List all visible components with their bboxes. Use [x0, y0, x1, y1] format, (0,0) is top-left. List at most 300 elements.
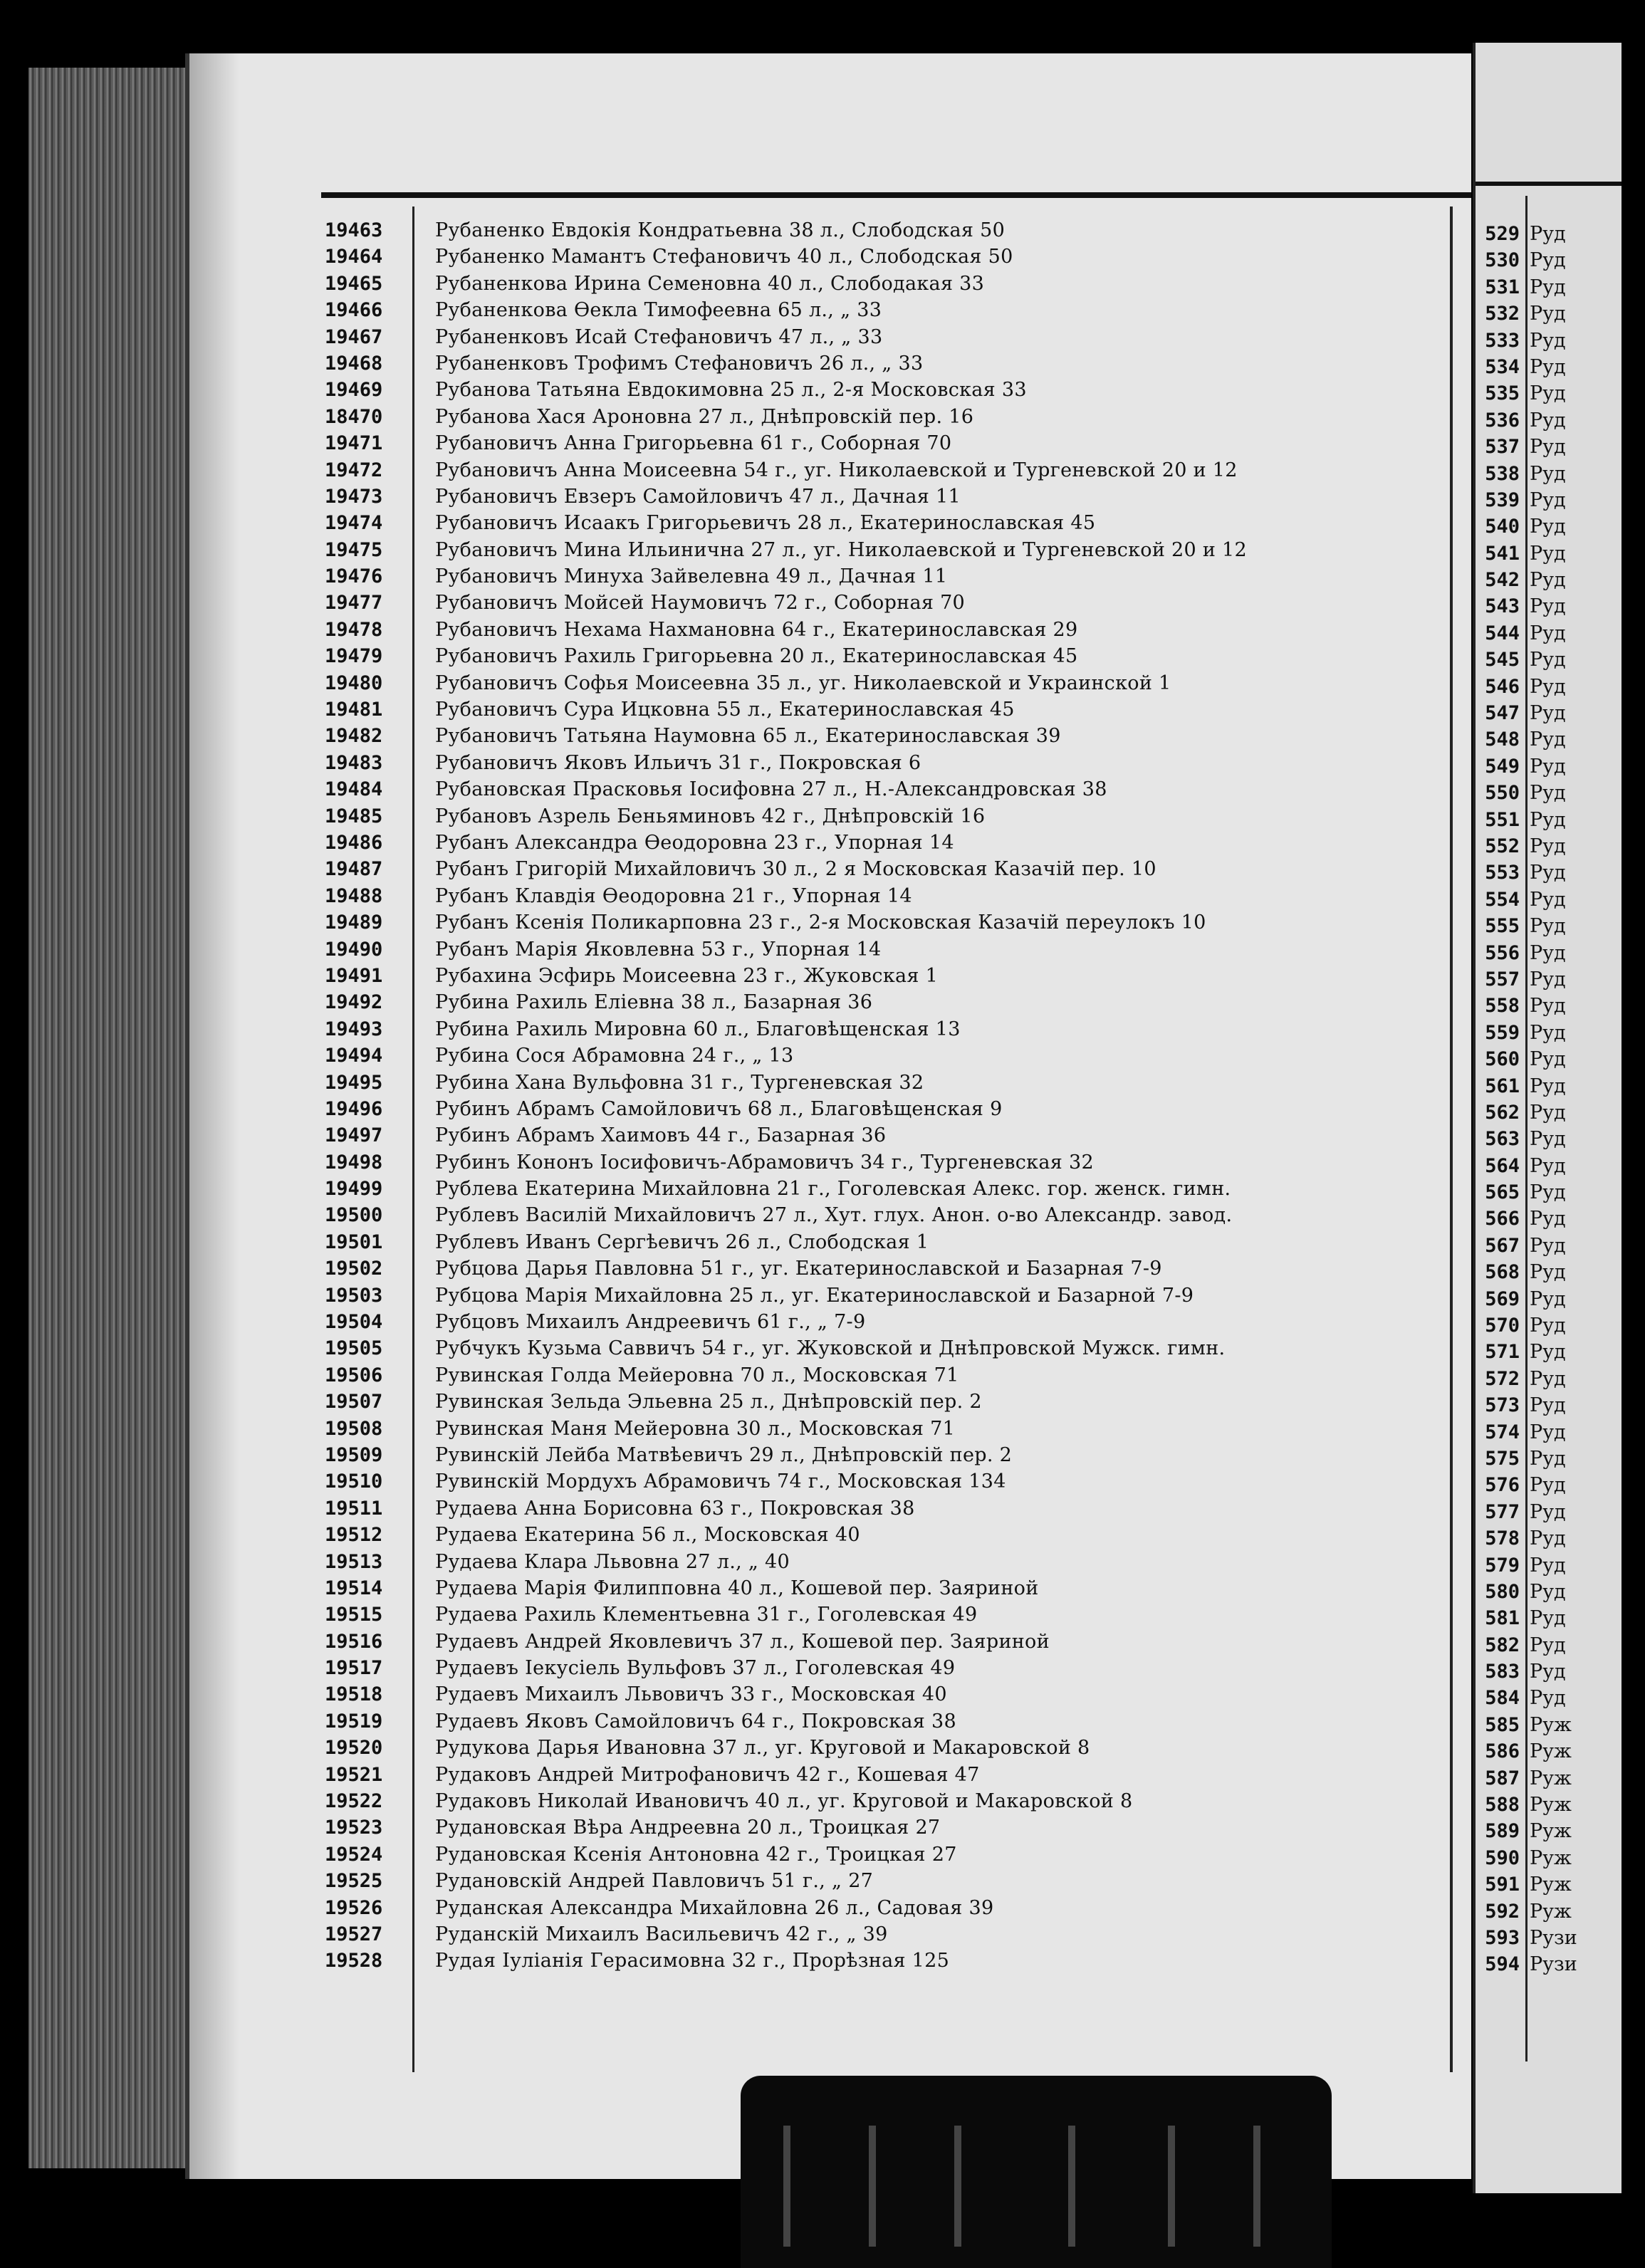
entry-text: Рувинская Голда Мейеровна 70 л., Московская 71 — [435, 1364, 959, 1386]
next-page-entry-text: Руд — [1530, 569, 1566, 592]
next-page-entry — [1476, 940, 1622, 966]
entry-number: 19488 — [325, 884, 383, 907]
entry-text: Рубанова Татьяна Евдокимовна 25 л., 2-я Московская 33 — [435, 379, 1027, 402]
next-page-entry-text: Руд — [1530, 1181, 1566, 1204]
next-page-entry-text: Руд — [1530, 1634, 1566, 1656]
next-page-entry-text: Руд — [1530, 1661, 1566, 1683]
entry-number: 19507 — [325, 1391, 383, 1413]
top-rule — [321, 192, 1471, 198]
directory-entry — [189, 1681, 1464, 1708]
entry-number: 19483 — [325, 751, 383, 774]
entry-number: 19518 — [325, 1683, 383, 1706]
entry-number: 19464 — [325, 246, 383, 268]
next-page-entry-text: Руд — [1530, 329, 1566, 352]
entry-text: Рудановскій Андрей Павловичъ 51 г., „ 27 — [435, 1870, 874, 1893]
entry-number: 19500 — [325, 1204, 383, 1227]
next-page-entry-number: 590 — [1485, 1846, 1520, 1869]
next-page-entry-number: 535 — [1485, 382, 1520, 405]
entry-text: Рудаевъ Яковъ Самойловичъ 64 г., Покровская 38 — [435, 1710, 956, 1733]
next-page-entry-text: Руд — [1530, 462, 1566, 485]
entry-number: 19484 — [325, 778, 383, 801]
next-page-entry-text: Руд — [1530, 941, 1566, 964]
entry-number: 19482 — [325, 725, 383, 748]
entry-text: Рудаева Рахиль Клементьевна 31 г., Гоголевская 49 — [435, 1604, 978, 1626]
directory-entry — [189, 430, 1464, 456]
directory-entry — [189, 1335, 1464, 1362]
entry-text: Руданскій Михаилъ Васильевичъ 42 г., „ 39 — [435, 1923, 888, 1945]
next-page-entry — [1476, 1605, 1622, 1631]
next-page-entry-number: 564 — [1485, 1154, 1520, 1177]
directory-entry — [189, 1868, 1464, 1894]
next-page-entry-number: 545 — [1485, 649, 1520, 671]
entry-number: 19514 — [325, 1577, 383, 1599]
entry-number: 19506 — [325, 1364, 383, 1386]
directory-entry — [189, 537, 1464, 563]
next-page-entry-text: Руд — [1530, 223, 1566, 245]
entry-number: 19493 — [325, 1018, 383, 1040]
next-page-entry — [1476, 1446, 1622, 1472]
entry-text: Рубановичъ Минуха Зайвелевна 49 л., Дачная 11 — [435, 565, 948, 588]
next-page-entry — [1476, 1818, 1622, 1844]
next-page-entry — [1476, 380, 1622, 407]
next-page-entry-number: 572 — [1485, 1367, 1520, 1390]
entry-number: 19519 — [325, 1710, 383, 1733]
next-page-entry-number: 581 — [1485, 1607, 1520, 1630]
next-page-entry-text: Руд — [1530, 649, 1566, 671]
next-page-entry-number: 553 — [1485, 862, 1520, 884]
directory-entry — [189, 1416, 1464, 1442]
entry-text: Рубина Рахиль Мировна 60 л., Благовѣщенская 13 — [435, 1018, 961, 1040]
next-page-entry — [1476, 780, 1622, 806]
entry-number: 19524 — [325, 1843, 383, 1866]
entry-number: 19490 — [325, 938, 383, 961]
next-page-entry-text: Руд — [1530, 488, 1566, 511]
directory-entry — [189, 936, 1464, 963]
entry-number: 19486 — [325, 831, 383, 854]
next-page-entry-number: 541 — [1485, 542, 1520, 565]
next-page-entry-number: 532 — [1485, 303, 1520, 325]
next-page-entry-number: 585 — [1485, 1713, 1520, 1736]
entry-number: 19522 — [325, 1790, 383, 1813]
next-page-entry-number: 546 — [1485, 675, 1520, 698]
directory-entry — [189, 1309, 1464, 1335]
entry-number: 19527 — [325, 1923, 383, 1945]
entry-text: Рудаева Марія Филипповна 40 л., Кошевой пер. Заяриной — [435, 1577, 1039, 1599]
next-page-entry — [1476, 1632, 1622, 1658]
next-page-entry-number: 571 — [1485, 1341, 1520, 1364]
entry-number: 19489 — [325, 911, 383, 934]
entry-text: Рудаева Клара Львовна 27 л., „ 40 — [435, 1550, 790, 1573]
next-page-entry-text: Руд — [1530, 303, 1566, 325]
directory-entry — [189, 1921, 1464, 1948]
entry-number: 19515 — [325, 1604, 383, 1626]
book-edge — [28, 68, 192, 2168]
next-page-entry-text: Руж — [1530, 1713, 1572, 1736]
directory-entry — [189, 1814, 1464, 1841]
entry-number: 19528 — [325, 1950, 383, 1972]
next-page-entry — [1476, 540, 1622, 567]
directory-entry — [189, 1282, 1464, 1309]
entry-number: 19498 — [325, 1151, 383, 1174]
directory-entry — [189, 404, 1464, 430]
next-page-entry — [1476, 753, 1622, 780]
directory-entry — [189, 1522, 1464, 1548]
next-page-entry — [1476, 620, 1622, 647]
entry-number: 19466 — [325, 299, 383, 322]
directory-entry — [189, 1495, 1464, 1522]
next-page-entry — [1476, 1073, 1622, 1099]
next-page-entry-text: Руд — [1530, 1021, 1566, 1044]
next-page-entry — [1476, 1792, 1622, 1818]
entry-number: 19501 — [325, 1230, 383, 1253]
entry-number: 19504 — [325, 1311, 383, 1334]
directory-entry — [189, 1255, 1464, 1282]
next-page-entry — [1476, 1020, 1622, 1046]
directory-entry — [189, 324, 1464, 350]
next-page-entry-number: 593 — [1485, 1927, 1520, 1949]
next-page-entry — [1476, 674, 1622, 700]
next-page-entry-text: Руд — [1530, 1101, 1566, 1124]
entry-number: 19467 — [325, 325, 383, 348]
directory-entry — [189, 696, 1464, 723]
next-page-entry-text: Руд — [1530, 1367, 1566, 1390]
tab-mark — [1253, 2126, 1260, 2247]
next-page-entry-number: 594 — [1485, 1953, 1520, 1976]
next-page-entry — [1476, 1179, 1622, 1206]
entry-text: Рубчукъ Кузьма Саввичъ 54 г., уг. Жуковской и Днѣпровской Мужск. гимн. — [435, 1337, 1226, 1360]
next-page-entry-number: 583 — [1485, 1661, 1520, 1683]
next-page-entry-number: 586 — [1485, 1740, 1520, 1763]
next-page-entry-text: Руд — [1530, 1421, 1566, 1443]
next-page-entry — [1476, 407, 1622, 434]
next-page-entry — [1476, 1925, 1622, 1951]
next-page-entry-number: 587 — [1485, 1767, 1520, 1789]
next-page-entry-number: 555 — [1485, 915, 1520, 938]
directory-entry — [189, 643, 1464, 669]
directory-entry — [189, 776, 1464, 803]
entry-number: 19516 — [325, 1630, 383, 1653]
entry-text: Рудаковъ Андрей Митрофановичъ 42 г., Кошевая 47 — [435, 1763, 980, 1786]
next-page-entry — [1476, 1685, 1622, 1711]
entry-text: Рубановичъ Анна Григорьевна 61 г., Соборная 70 — [435, 432, 952, 455]
next-page-entry — [1476, 993, 1622, 1019]
directory-entry — [189, 510, 1464, 536]
entry-text: Рубанъ Марія Яковлевна 53 г., Упорная 14 — [435, 938, 882, 961]
next-page-entry — [1476, 434, 1622, 460]
next-page-entry — [1476, 567, 1622, 593]
directory-entry — [189, 1895, 1464, 1921]
next-page-entry-number: 575 — [1485, 1447, 1520, 1470]
directory-page — [185, 53, 1471, 2179]
entry-list — [189, 217, 1464, 1975]
next-page-entry-number: 568 — [1485, 1261, 1520, 1284]
next-page-entry — [1476, 726, 1622, 753]
next-page-entry — [1476, 513, 1622, 540]
directory-entry — [189, 563, 1464, 590]
next-page-entry-number: 544 — [1485, 622, 1520, 644]
next-page-top-rule — [1476, 182, 1622, 186]
entry-text: Рубцова Марія Михайловна 25 л., уг. Екатеринославской и Базарной 7-9 — [435, 1284, 1194, 1307]
next-page-entry-number: 574 — [1485, 1421, 1520, 1443]
entry-number: 19503 — [325, 1284, 383, 1307]
entry-number: 19477 — [325, 592, 383, 615]
entry-text: Рубинъ Абрамъ Самойловичъ 68 л., Благовѣщенская 9 — [435, 1097, 1003, 1120]
entry-number: 19474 — [325, 512, 383, 535]
directory-entry — [189, 1070, 1464, 1096]
next-page-entry — [1476, 1738, 1622, 1765]
next-page-entry-text: Руд — [1530, 1474, 1566, 1497]
directory-entry — [189, 484, 1464, 510]
entry-text: Рудаева Екатерина 56 л., Московская 40 — [435, 1524, 860, 1547]
entry-number: 19480 — [325, 671, 383, 694]
entry-text: Рубановичъ Сура Ицковна 55 л., Екатеринославская 45 — [435, 699, 1015, 721]
entry-number: 19465 — [325, 272, 383, 295]
next-page-entry-number: 588 — [1485, 1794, 1520, 1817]
entry-text: Рубаненкова Ѳекла Тимофеевна 65 л., „ 33 — [435, 299, 882, 322]
entry-number: 19495 — [325, 1071, 383, 1094]
directory-entry — [189, 617, 1464, 643]
entry-text: Рубанова Хася Ароновна 27 л., Днѣпровскій пер. 16 — [435, 405, 974, 428]
next-page-entry-number: 569 — [1485, 1287, 1520, 1310]
next-page-entry — [1476, 647, 1622, 673]
entry-text: Рубановъ Азрель Беньяминовъ 42 г., Днѣпровскій 16 — [435, 805, 986, 827]
entry-text: Рубцовъ Михаилъ Андреевичъ 61 г., „ 7-9 — [435, 1311, 866, 1334]
next-page-entry-number: 550 — [1485, 782, 1520, 805]
next-page-entry-text: Руд — [1530, 1287, 1566, 1310]
next-page-entry-text: Руд — [1530, 409, 1566, 432]
directory-entry — [189, 1655, 1464, 1681]
next-page-entry-number: 542 — [1485, 569, 1520, 592]
next-page-entry-number: 589 — [1485, 1820, 1520, 1843]
directory-entry — [189, 1549, 1464, 1575]
entry-text: Рублевъ Иванъ Сергѣевичъ 26 л., Слободская 1 — [435, 1230, 929, 1253]
directory-entry — [189, 1788, 1464, 1814]
directory-entry — [189, 883, 1464, 909]
entry-text: Рубановичъ Нехама Нахмановна 64 г., Екатеринославская 29 — [435, 618, 1078, 641]
index-tab-block — [741, 2076, 1332, 2268]
next-page-entry-text: Руд — [1530, 1048, 1566, 1071]
next-page-entry-text: Рузи — [1530, 1927, 1577, 1949]
entry-number: 19496 — [325, 1097, 383, 1120]
next-page-entry-number: 592 — [1485, 1900, 1520, 1923]
next-page-entry-number: 578 — [1485, 1527, 1520, 1550]
directory-entry — [189, 1389, 1464, 1415]
next-page-entry-number: 530 — [1485, 249, 1520, 272]
next-page-entry — [1476, 1871, 1622, 1898]
entry-number: 19485 — [325, 805, 383, 827]
next-page-entry-text: Руд — [1530, 915, 1566, 938]
next-page-entry — [1476, 1951, 1622, 1977]
next-page-entry-number: 591 — [1485, 1874, 1520, 1896]
next-page-entry — [1476, 487, 1622, 513]
next-page-entry-number: 533 — [1485, 329, 1520, 352]
next-page-entry-number: 554 — [1485, 888, 1520, 911]
next-page-entry-number: 557 — [1485, 968, 1520, 991]
next-page-entry-text: Руд — [1530, 728, 1566, 751]
next-page-entry-text: Руд — [1530, 276, 1566, 298]
next-page-entry — [1476, 833, 1622, 859]
next-page-entry-number: 573 — [1485, 1394, 1520, 1417]
entry-text: Рувинская Маня Мейеровна 30 л., Московская 71 — [435, 1417, 956, 1440]
directory-entry — [189, 1629, 1464, 1655]
next-page-entry-number: 552 — [1485, 835, 1520, 857]
next-page-entry-number: 551 — [1485, 808, 1520, 831]
next-page-entry — [1476, 1712, 1622, 1738]
next-page-entry — [1476, 966, 1622, 993]
directory-entry — [189, 1176, 1464, 1202]
directory-entry — [189, 830, 1464, 856]
next-page-entry — [1476, 1286, 1622, 1312]
entry-text: Рубаненко Евдокія Кондратьевна 38 л., Слободская 50 — [435, 219, 1006, 241]
directory-entry — [189, 457, 1464, 484]
entry-number: 19472 — [325, 459, 383, 481]
tab-mark — [869, 2126, 876, 2247]
next-page-entry — [1476, 1845, 1622, 1871]
directory-entry — [189, 1122, 1464, 1149]
entry-text: Рубина Сося Абрамовна 24 г., „ 13 — [435, 1045, 794, 1067]
next-page-entry-number: 563 — [1485, 1128, 1520, 1151]
next-page-entry-number: 537 — [1485, 436, 1520, 459]
entry-number: 19499 — [325, 1178, 383, 1201]
entry-text: Рубановичъ Мина Ильинична 27 л., уг. Николаевской и Тургеневской 20 и 12 — [435, 538, 1248, 561]
next-page-entry-text: Руд — [1530, 516, 1566, 538]
entry-text: Рудаевъ Андрей Яковлевичъ 37 л., Кошевой пер. Заяриной — [435, 1630, 1050, 1653]
entry-number: 19509 — [325, 1443, 383, 1466]
next-page-entry-text: Руд — [1530, 249, 1566, 272]
next-page-entry-number: 559 — [1485, 1021, 1520, 1044]
entry-number: 19526 — [325, 1896, 383, 1919]
directory-entry — [189, 244, 1464, 270]
next-page-entry-number: 566 — [1485, 1208, 1520, 1230]
next-page-entry — [1476, 859, 1622, 886]
next-page-entry — [1476, 1259, 1622, 1285]
next-page-entry — [1476, 1126, 1622, 1152]
directory-entry — [189, 1735, 1464, 1761]
next-page-entry-text: Руд — [1530, 1341, 1566, 1364]
entry-number: 19476 — [325, 565, 383, 588]
next-page-entry-number: 560 — [1485, 1048, 1520, 1071]
entry-number: 19494 — [325, 1045, 383, 1067]
next-page-entry-number: 539 — [1485, 488, 1520, 511]
next-page-entry-number: 529 — [1485, 223, 1520, 245]
next-page-entry-text: Руд — [1530, 1208, 1566, 1230]
next-page-entry — [1476, 1472, 1622, 1498]
next-page-entry-text: Руд — [1530, 1527, 1566, 1550]
entry-text: Рубаненко Мамантъ Стефановичъ 40 л., Слободская 50 — [435, 246, 1013, 268]
entry-number: 19523 — [325, 1817, 383, 1839]
next-page-entry — [1476, 461, 1622, 487]
directory-entry — [189, 217, 1464, 244]
entry-number: 19521 — [325, 1763, 383, 1786]
next-page-entry — [1476, 1898, 1622, 1925]
next-page-entry-number: 561 — [1485, 1075, 1520, 1097]
next-page-entry — [1476, 1552, 1622, 1579]
directory-entry — [189, 1762, 1464, 1788]
entry-number: 19478 — [325, 618, 383, 641]
next-page-entry-text: Руд — [1530, 1687, 1566, 1710]
entry-number: 19468 — [325, 352, 383, 375]
tab-mark — [783, 2126, 790, 2247]
directory-entry — [189, 750, 1464, 776]
next-page-entry-number: 576 — [1485, 1474, 1520, 1497]
entry-number: 19487 — [325, 858, 383, 881]
entry-text: Рубаненковъ Трофимъ Стефановичъ 26 л., „ 33 — [435, 352, 924, 375]
entry-number: 19510 — [325, 1470, 383, 1493]
directory-entry — [189, 856, 1464, 882]
directory-entry — [189, 377, 1464, 403]
entry-number: 18470 — [325, 405, 383, 428]
directory-entry — [189, 989, 1464, 1015]
next-page-entry — [1476, 1153, 1622, 1179]
directory-entry — [189, 1042, 1464, 1069]
next-page-entry-text: Руд — [1530, 808, 1566, 831]
next-page-entry — [1476, 913, 1622, 939]
entry-text: Рубинъ Кононъ Іосифовичъ-Абрамовичъ 34 г., Тургеневская 32 — [435, 1151, 1094, 1174]
next-page-entry — [1476, 301, 1622, 327]
directory-entry — [189, 271, 1464, 297]
tab-mark — [1068, 2126, 1075, 2247]
next-page-entry-text: Руд — [1530, 782, 1566, 805]
next-page-entry-text: Руж — [1530, 1846, 1572, 1869]
entry-text: Рубановичъ Татьяна Наумовна 65 л., Екатеринославская 39 — [435, 725, 1061, 748]
next-page-entry-text: Руд — [1530, 968, 1566, 991]
next-page-entry — [1476, 328, 1622, 354]
tab-mark — [954, 2126, 961, 2247]
entry-number: 19473 — [325, 485, 383, 508]
next-page-entry-number: 582 — [1485, 1634, 1520, 1656]
tab-mark — [1168, 2126, 1175, 2247]
next-page-entry-text: Руж — [1530, 1740, 1572, 1763]
next-page-entry-number: 565 — [1485, 1181, 1520, 1204]
next-page-entry-text: Руд — [1530, 1234, 1566, 1257]
entry-text: Рубановичъ Мойсей Наумовичъ 72 г., Соборная 70 — [435, 592, 966, 615]
entry-text: Рубановичъ Яковъ Ильичъ 31 г., Покровская 6 — [435, 751, 921, 774]
entry-number: 19520 — [325, 1737, 383, 1760]
next-page-entry-text: Руд — [1530, 1075, 1566, 1097]
next-page-entry-text: Руд — [1530, 1554, 1566, 1577]
directory-entry — [189, 1096, 1464, 1122]
entry-text: Рубанъ Александра Ѳеодоровна 23 г., Упорная 14 — [435, 831, 954, 854]
next-page-entry-text: Руд — [1530, 622, 1566, 644]
directory-entry — [189, 670, 1464, 696]
next-page-entry — [1476, 1579, 1622, 1605]
entry-number: 19469 — [325, 379, 383, 402]
next-page-entry-number: 579 — [1485, 1554, 1520, 1577]
entry-number: 19497 — [325, 1124, 383, 1147]
next-page-entry — [1476, 247, 1622, 273]
entry-text: Рубановичъ Евзеръ Самойловичъ 47 л., Дачная 11 — [435, 485, 961, 508]
next-page-entry-number: 584 — [1485, 1687, 1520, 1710]
next-page-entry-text: Руд — [1530, 1607, 1566, 1630]
entry-number: 19517 — [325, 1657, 383, 1680]
entry-text: Рудаевъ Іекусіель Вульфовъ 37 л., Гоголевская 49 — [435, 1657, 956, 1680]
entry-text: Рубановичъ Исаакъ Григорьевичъ 28 л., Екатеринославская 45 — [435, 512, 1096, 535]
next-page-entry-text: Руд — [1530, 1154, 1566, 1177]
next-page-entry-text: Руж — [1530, 1794, 1572, 1817]
next-page-entry-text: Руж — [1530, 1767, 1572, 1789]
entry-text: Рудая Іуліанія Герасимовна 32 г., Прорѣзная 125 — [435, 1950, 950, 1972]
next-page-entry-number: 534 — [1485, 355, 1520, 378]
next-page-entry-text: Руд — [1530, 755, 1566, 778]
next-page-entry-text: Руж — [1530, 1820, 1572, 1843]
next-page-entry-number: 548 — [1485, 728, 1520, 751]
entry-text: Рубина Хана Вульфовна 31 г., Тургеневская 32 — [435, 1071, 924, 1094]
directory-entry — [189, 803, 1464, 830]
next-page-entry-number: 531 — [1485, 276, 1520, 298]
directory-entry — [189, 1229, 1464, 1255]
directory-entry — [189, 297, 1464, 323]
entry-number: 19505 — [325, 1337, 383, 1360]
